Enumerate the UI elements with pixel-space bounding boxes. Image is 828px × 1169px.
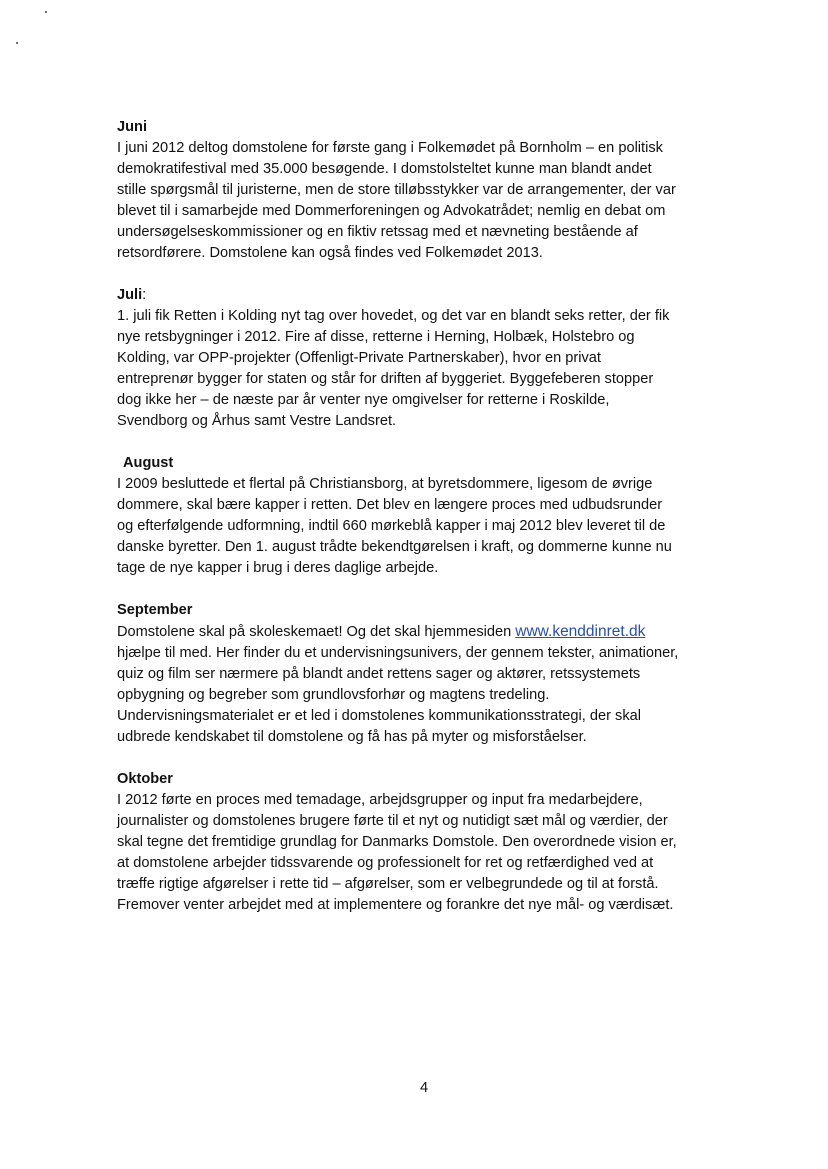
body-line: entreprenør bygger for staten og står for driften af byggeriet. Byggefeberen stopper [117,371,654,387]
body-line: dog ikke her – de næste par år venter nye omgivelser for retterne i Roskilde, [117,392,610,408]
body-line: 1. juli fik Retten i Kolding nyt tag over hovedet, og det var en blandt seks retter, der fik [117,308,670,324]
section-heading-wrap [117,285,717,306]
body-line: blevet til i samarbejde med Dommerforeningen og Advokatrådet; nemlig en debat om [117,203,666,219]
body-line: opbygning og begreber som grundlovsforhør og magtens tredeling. [117,687,550,703]
section-heading: September [117,602,193,618]
scan-speck [45,11,47,13]
body-line: Svendborg og Århus samt Vestre Landsret. [117,413,397,429]
section-oktober [117,769,717,916]
body-line: Kolding, var OPP-projekter (Offenligt-Private Partnerskaber), hvor en privat [117,350,601,366]
body-line: nye retsbygninger i 2012. Fire af disse, retterne i Herning, Holbæk, Holstebro og [117,329,635,345]
body-line: undersøgelseskommissioner og en fiktiv retssag med et nævneting bestående af [117,224,638,240]
body-line: I juni 2012 deltog domstolene for første gang i Folkemødet på Bornholm – en politisk [117,140,663,156]
body-line: hjælpe til med. Her finder du et undervisningsunivers, der gennem tekster, animationer, [117,645,679,661]
section-heading: Juni [117,119,147,135]
body-line: stille spørgsmål til juristerne, men de store tilløbsstykker var de arrangementer, der var [117,182,676,198]
section-september [117,600,717,748]
body-line: tage de nye kapper i brug i deres daglige arbejde. [117,560,439,576]
body-line: og efterfølgende udformning, indtil 660 mørkeblå kapper i maj 2012 blev leveret til de [117,518,666,534]
section-juli [117,285,717,432]
body-line: Fremover venter arbejdet med at implementere og forankre det nye mål- og værdisæt. [117,897,674,913]
body-line: dommere, skal bære kapper i retten. Det blev en længere proces med udbudsrunder [117,497,663,513]
body-text: Domstolene skal på skoleskemaet! Og det skal hjemmesiden [117,624,516,640]
section-juni [117,117,717,264]
section-august [117,453,717,579]
section-heading: Oktober [117,771,173,787]
body-line: træffe rigtige afgørelser i rette tid – afgørelser, som er velbegrundede og til at forstå. [117,876,659,892]
body-line-with-link [117,621,717,643]
scan-speck [16,42,18,44]
body-line: at domstolene arbejder tidssvarende og professionelt for ret og retfærdighed ved at [117,855,654,871]
body-line: quiz og film ser nærmere på blandt andet rettens sager og aktører, retssystemets [117,666,641,682]
body-line: retsordførere. Domstolene kan også findes ved Folkemødet 2013. [117,245,543,261]
section-heading: August [123,455,174,471]
document-body [117,117,717,937]
body-line: skal tegne det fremtidige grundlag for Danmarks Domstole. Den overordnede vision er, [117,834,677,850]
body-line: danske byretter. Den 1. august trådte bekendtgørelsen i kraft, og dommerne kunne nu [117,539,672,555]
heading-colon: : [142,287,147,303]
body-line: udbrede kendskabet til domstolene og få has på myter og misforståelser. [117,729,587,745]
page-number: 4 [419,1080,429,1096]
kenddinret-link[interactable]: www.kenddinret.dk [515,623,646,640]
section-heading: Juli [117,287,143,303]
body-line: I 2012 førte en proces med temadage, arbejdsgrupper og input fra medarbejdere, [117,792,643,808]
body-line: I 2009 besluttede et flertal på Christiansborg, at byretsdommere, ligesom de øvrige [117,476,653,492]
body-line: journalister og domstolenes brugere førte til et nyt og nutidigt sæt mål og værdier, der [117,813,668,829]
body-line: Undervisningsmaterialet er et led i domstolenes kommunikationsstrategi, der skal [117,708,641,724]
body-line: demokratifestival med 35.000 besøgende. I domstolsteltet kunne man blandt andet [117,161,652,177]
